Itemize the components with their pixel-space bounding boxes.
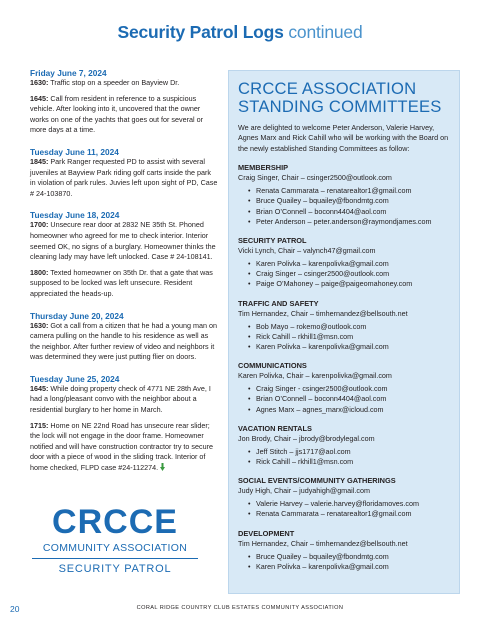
log-item: 1645: While doing property check of 4771 NE 28th Ave, I had a long/pleasant convo with the neighbor about a residential burglary to her home in March. — [30, 383, 211, 415]
committee-heading: VACATION RENTALS — [238, 423, 312, 433]
committee-member: • Craig Singer - csinger2500@outlook.com — [248, 384, 451, 394]
committee-chair: Tim Hernandez, Chair – timhernandez@bellsouth.net — [238, 308, 408, 318]
logo-subtitle: COMMUNITY ASSOCIATION — [42, 542, 188, 554]
committee-member-list — [238, 186, 451, 227]
committee-member: • Agnes Marx – agnes_marx@icloud.com — [248, 405, 451, 415]
page-number: 20 — [10, 604, 20, 614]
committee-member: • Bruce Quailey – bquailey@fbondmtg.com — [248, 552, 451, 562]
committee-member: • Bruce Quailey – bquailey@fbondmtg.com — [248, 196, 451, 206]
patrol-log-column — [30, 68, 218, 474]
committee-member-list — [238, 552, 451, 572]
page-title-continued: continued — [288, 22, 363, 42]
committee-member: • Karen Polivka – karenpolivka@gmail.com — [248, 259, 451, 269]
committee-chair: Karen Polivka, Chair – karenpolivka@gmail.com — [238, 371, 392, 381]
committee-section — [238, 424, 451, 467]
committee-section — [238, 163, 451, 227]
standing-committees-panel — [228, 70, 460, 594]
committee-heading: SECURITY PATROL — [238, 236, 307, 246]
committee-member: • Renata Cammarata – renatarealtor1@gmail.com — [248, 186, 451, 196]
log-item: 1630: Got a call from a citizen that he had a young man on camera pulling on the handle to his residence as well as the neighbor. After further review of video and neighbors it was determined they were just putting flier on doors. — [30, 320, 217, 362]
committee-member: • Bob Mayo – rokemo@outlook.com — [248, 322, 451, 332]
committee-member: • Valerie Harvey – valerie.harvey@floridamoves.com — [248, 499, 451, 509]
committee-member-list — [238, 384, 451, 415]
committee-member: • Rick Cahill – rkhill1@msn.com — [248, 332, 451, 342]
committee-member: • Brian O’Connell – boconn4404@aol.com — [248, 207, 451, 217]
committees-intro: We are delighted to welcome Peter Anderson, Valerie Harvey, Agnes Marx and Rick Cahill who will be working with the Board on the newly established Standing Committees as follow: — [238, 123, 449, 153]
committee-chair: Craig Singer, Chair – csinger2500@outlook.com — [238, 173, 392, 183]
security-patrol-logo — [30, 505, 200, 575]
committee-sections — [238, 163, 451, 572]
committee-member: • Karen Polivka – karenpolivka@gmail.com — [248, 342, 451, 352]
committee-heading: DEVELOPMENT — [238, 528, 295, 538]
committee-member: • Paige O’Mahoney – paige@paigeomahoney.com — [248, 279, 451, 289]
committee-section — [238, 236, 451, 290]
log-item: 1630: Traffic stop on a speeder on Bayview Dr. — [30, 78, 180, 87]
committee-member: • Rick Cahill – rkhill1@msn.com — [248, 457, 451, 467]
committees-title: CRCCE ASSOCIATION STANDING COMMITTEES — [238, 79, 442, 116]
log-date: Thursday June 20, 2024 — [30, 310, 124, 321]
logo-wordmark: CRCCE — [52, 503, 178, 541]
log-item: 1700: Unsecure rear door at 2832 NE 35th St. Phoned homeowner who agreed for me to check interior. Interior seemed OK, no signs of a burglary. Homeowner thinks the cleaning lady may have left unlocked. Case # 24-108141. — [30, 220, 216, 262]
committee-heading: TRAFFIC AND SAFETY — [238, 298, 319, 308]
committee-heading: COMMUNICATIONS — [238, 361, 307, 371]
log-date: Tuesday June 11, 2024 — [30, 146, 119, 157]
logo-divider — [32, 558, 198, 559]
log-item: 1845: Park Ranger requested PD to assist with several juveniles at Bayview Park riding golf carts inside the park in violation of park rules. Juvies left upon sight of PD, Case # 24-103870. — [30, 156, 218, 198]
committee-chair: Vicki Lynch, Chair – valynch47@gmail.com — [238, 246, 376, 256]
committee-member-list — [238, 259, 451, 290]
log-item: 1715: Home on NE 22nd Road has unsecure rear slider; the lock will not engage in the door frame. Homeowner notified and will have construction contractor try to secure door with a piece of wood in the sliding track. Interior of home checked, FLPD case #24-112274. — [30, 420, 213, 473]
log-date: Tuesday June 18, 2024 — [30, 210, 120, 221]
log-item: 1645: Call from resident in reference to a suspicious vehicle. After looking into it, uncovered that the owner works on one of the yachts that goes out for several or more days at a time. — [30, 93, 203, 135]
footer-text: CORAL RIDGE COUNTRY CLUB ESTATES COMMUNITY ASSOCIATION — [136, 605, 344, 611]
committee-member: • Peter Anderson – peter.anderson@raymondjames.com — [248, 217, 451, 227]
log-date: Tuesday June 25, 2024 — [30, 373, 120, 384]
committee-section — [238, 529, 451, 572]
committee-member-list — [238, 447, 451, 467]
committee-section — [238, 361, 451, 415]
committee-chair: Tim Hernandez, Chair – timhernandez@bellsouth.net — [238, 538, 408, 548]
committee-chair: Judy High, Chair – judyahigh@gmail.com — [238, 486, 370, 496]
arrow-down-icon — [160, 463, 165, 471]
log-item: 1800: Texted homeowner on 35th Dr. that a gate that was supposed to be locked was left unsecure. Resident appreciated the heads-up. — [30, 267, 213, 298]
committee-heading: MEMBERSHIP — [238, 163, 289, 173]
committee-member: • Renata Cammarata – renatarealtor1@gmail.com — [248, 509, 451, 519]
committee-section — [238, 476, 451, 519]
page-title — [0, 22, 480, 43]
committee-member: • Brian O’Connell – boconn4404@aol.com — [248, 394, 451, 404]
log-date: Friday June 7, 2024 — [30, 68, 107, 78]
committee-heading: SOCIAL EVENTS/COMMUNITY GATHERINGS — [238, 476, 396, 486]
logo-tagline: SECURITY PATROL — [58, 563, 172, 575]
committee-member: • Jeff Stitch – jjs1717@aol.com — [248, 447, 451, 457]
committee-member-list — [238, 322, 451, 353]
page-title-main: Security Patrol Logs — [117, 22, 284, 42]
committee-member: • Karen Polivka – karenpolivka@gmail.com — [248, 562, 451, 572]
committee-member-list — [238, 499, 451, 519]
committee-section — [238, 299, 451, 353]
committee-member: • Craig Singer – csinger2500@outlook.com — [248, 269, 451, 279]
committee-chair: Jon Brody, Chair – jbrody@brodylegal.com — [238, 433, 375, 443]
